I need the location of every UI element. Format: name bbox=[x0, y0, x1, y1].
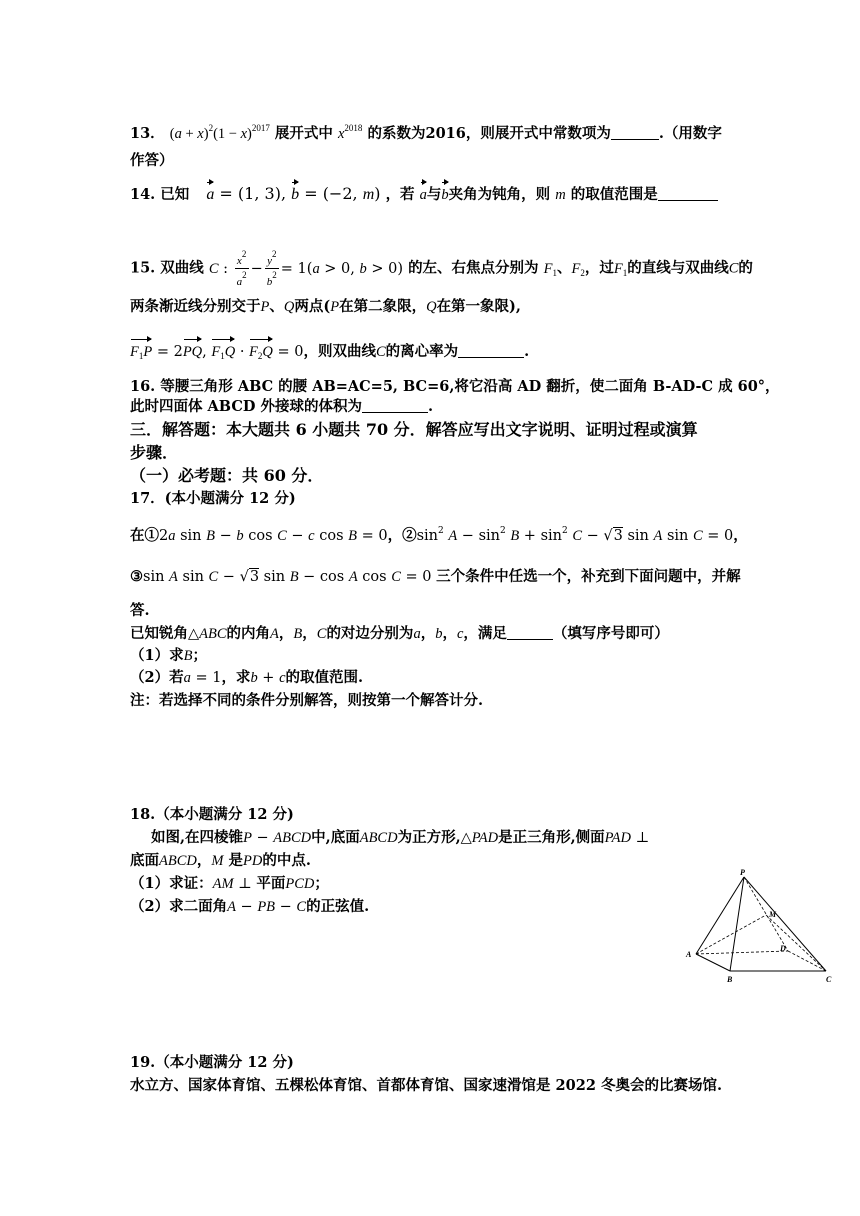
q16-line1: 16. 等腰三角形 ABC 的腰 AB=AC=5, BC=6,将它沿高 AD 翻折，使二面角 B-AD-C 成 60°， bbox=[130, 378, 780, 395]
q13-text: 展开式中 bbox=[274, 125, 333, 142]
q17-heading: 17．(本小题满分 12 分) bbox=[130, 490, 296, 507]
q18-text: 底面 bbox=[130, 852, 159, 869]
q18-text: 如图,在四棱锥 bbox=[151, 829, 244, 846]
section3-subheading: （一）必考题：共 60 分． bbox=[130, 466, 324, 485]
q13-expr: $(a + x)^2(1 - x)^{2017}$ bbox=[169, 123, 270, 142]
q16-text: . bbox=[428, 398, 434, 415]
q14-m: m bbox=[555, 187, 566, 203]
edge-pb bbox=[730, 877, 744, 971]
q15-text: 的 bbox=[738, 259, 753, 277]
q18-line1: 如图,在四棱锥P − ABCD中,底面ABCD为正方形,△PAD是正三角形,侧面PAD ⊥ bbox=[151, 829, 650, 846]
q13-line2: 作答） bbox=[130, 152, 174, 169]
q17-text: ③ bbox=[130, 568, 143, 585]
label-b: B bbox=[727, 975, 733, 984]
q16-blank bbox=[362, 398, 428, 413]
edge-pc bbox=[744, 877, 826, 971]
label-m: M bbox=[769, 910, 777, 919]
q14-text: ，若 bbox=[385, 186, 415, 203]
q13-line1 bbox=[130, 118, 722, 144]
q17-line2 bbox=[130, 567, 741, 587]
q16-text: 此时四面体 ABCD 外接球的体积为 bbox=[130, 398, 362, 415]
q17-text: （填写序号即可） bbox=[552, 625, 669, 642]
edge-ab bbox=[696, 954, 730, 971]
label-d: D bbox=[780, 944, 786, 953]
q16-line2 bbox=[130, 397, 433, 417]
q13-text: 的系数为 bbox=[367, 125, 426, 142]
q18-heading: 18.（本小题满分 12 分) bbox=[130, 806, 294, 823]
q18-text: 平面 bbox=[256, 875, 286, 892]
segment-mc bbox=[766, 915, 826, 971]
q13-text: ，则展开式中常数项为 bbox=[465, 125, 611, 142]
q18-text: ， bbox=[196, 852, 212, 869]
q14-line bbox=[130, 184, 718, 205]
edge-ad bbox=[696, 951, 788, 954]
q18-text: 为正方形,△ bbox=[397, 829, 472, 846]
q13-blank bbox=[611, 125, 659, 140]
q17-text: ， bbox=[733, 527, 748, 544]
q15-vector-condition: $F_1P = 2PQ$, $F_1Q \cdot F_2Q = 0$ bbox=[130, 344, 303, 360]
q17-text: （1）求 bbox=[130, 647, 184, 664]
q17-text: （2）若 bbox=[130, 669, 184, 686]
q15-text: 的直线与双曲线 bbox=[627, 259, 729, 277]
label-c: C bbox=[826, 975, 832, 984]
q19-line1: 水立方、国家体育馆、五棵松体育馆、首都体育馆、国家速滑馆是 2022 冬奥会的比赛场馆. bbox=[130, 1077, 722, 1094]
q17-condition-1: 2a sin B − b cos C − c cos B = 0 bbox=[159, 528, 388, 544]
q18-text: 是 bbox=[228, 852, 244, 869]
edge-pd bbox=[744, 877, 788, 951]
q17-condition-3: sin A sin C − √3 sin B − cos A cos C = 0 bbox=[143, 569, 432, 585]
q14-number: 14. 已知 bbox=[130, 186, 190, 203]
q17-text: 的内角 bbox=[226, 625, 271, 642]
q13-text: .（用数字 bbox=[658, 125, 722, 142]
q18-line3: （1）求证：AM ⊥ 平面PCD； bbox=[130, 875, 329, 892]
q17-text: 已知锐角 bbox=[130, 625, 188, 642]
q17-condition-2: $\sin^2 A - \sin^2 B + \sin^2 C - √3$ sin A sin C = 0 bbox=[416, 526, 734, 544]
label-p: P bbox=[740, 868, 745, 877]
q18-text: （1）求证： bbox=[130, 875, 213, 892]
q15-text: ，则双曲线 bbox=[303, 343, 376, 360]
q14-text: 与 bbox=[426, 186, 442, 203]
q18-line2: 底面ABCD，M 是PD的中点. bbox=[130, 852, 311, 869]
q15-line1: 15. 双曲线 C : $\frac{x^2}{a^2}$ − $\frac{y^2}{b^2}$ = 1(a > 0, b > 0) 的左、右焦点分别为 $F_1$、$F_2$，过$F_1$的直线与双曲线C的 bbox=[130, 249, 753, 288]
q15-text: 的离心率为 bbox=[385, 343, 459, 360]
q13-number: 13． bbox=[130, 125, 165, 142]
q15-text: 在第一象限), bbox=[436, 298, 521, 315]
q14-vectors: a = (1, 3), b = (−2, m) bbox=[206, 184, 381, 203]
q18-text: 中,底面 bbox=[311, 829, 360, 846]
edge-dc bbox=[788, 951, 826, 971]
q15-text: 两条渐近线分别交于 bbox=[130, 298, 261, 315]
q15-text: 在第二象限， bbox=[339, 298, 427, 315]
pyramid-figure bbox=[680, 865, 840, 990]
q15-text: 两点( bbox=[294, 298, 331, 315]
q18-text: （2）求二面角 bbox=[130, 898, 228, 915]
q18-text: 是正三角形,侧面 bbox=[498, 829, 605, 846]
q14-text: 的取值范围是 bbox=[570, 186, 658, 203]
q15-number: 15. 双曲线 bbox=[130, 259, 204, 277]
q17-text: 的对边分别为 bbox=[326, 625, 414, 642]
q13-term: $x^{2018}$ bbox=[337, 123, 363, 142]
q17-line6: （2）若a = 1，求b + c的取值范围. bbox=[130, 669, 364, 686]
q17-text: 的取值范围. bbox=[285, 669, 364, 686]
q14-vec-b: b bbox=[441, 187, 449, 203]
q15-line3: $F_1P = 2PQ$, $F_1Q \cdot F_2Q = 0$，则双曲线C的离心率为 . bbox=[130, 342, 529, 366]
segment-am bbox=[696, 915, 766, 954]
q15-text: . bbox=[524, 343, 530, 360]
q14-blank bbox=[658, 186, 718, 201]
q15-line2: 两条渐近线分别交于P、Q两点(P在第二象限，Q在第一象限), bbox=[130, 298, 521, 315]
q18-line4: （2）求二面角A − PB − C的正弦值. bbox=[130, 898, 370, 915]
q17-text: ，② bbox=[387, 527, 417, 544]
q15-foci: $F_1$ bbox=[543, 260, 557, 278]
q17-line1 bbox=[130, 521, 748, 546]
q13-value: 2016 bbox=[425, 125, 466, 142]
q15-equation: C : $\frac{x^2}{a^2}$ − $\frac{y^2}{b^2}$ = 1(a > 0, b > 0) bbox=[208, 249, 403, 288]
q14-vec-a: a bbox=[419, 187, 427, 203]
q17-line3: 答. bbox=[130, 602, 150, 619]
q18-text: 的中点. bbox=[262, 852, 311, 869]
section3-line2: 步骤． bbox=[130, 443, 179, 462]
section3-line1: 三．解答题：本大题共 6 小题共 70 分．解答应写出文字说明、证明过程或演算 bbox=[130, 420, 698, 439]
edge-pa bbox=[696, 877, 744, 954]
q17-blank bbox=[507, 625, 553, 640]
q17-line4: 已知锐角△ABC的内角A，B，C的对边分别为a，b，c，满足 （填写序号即可） bbox=[130, 625, 669, 642]
q18-text: 的正弦值. bbox=[306, 898, 370, 915]
q14-text: 夹角为钝角，则 bbox=[448, 186, 551, 203]
q15-text: ，过 bbox=[584, 259, 614, 277]
q15-text: 的左、右焦点分别为 bbox=[408, 259, 539, 277]
q19-heading: 19.（本小题满分 12 分) bbox=[130, 1054, 294, 1071]
q17-line5: （1）求B； bbox=[130, 647, 207, 664]
q17-text: 三个条件中任选一个，补充到下面问题中，并解 bbox=[436, 568, 741, 585]
q17-text: ，求 bbox=[221, 669, 251, 686]
q17-text: 在① bbox=[130, 527, 159, 544]
q15-blank bbox=[458, 343, 524, 358]
q17-note: 注：若选择不同的条件分别解答，则按第一个解答计分. bbox=[130, 692, 484, 709]
label-a: A bbox=[686, 950, 692, 959]
q17-text: ，满足 bbox=[463, 625, 507, 642]
